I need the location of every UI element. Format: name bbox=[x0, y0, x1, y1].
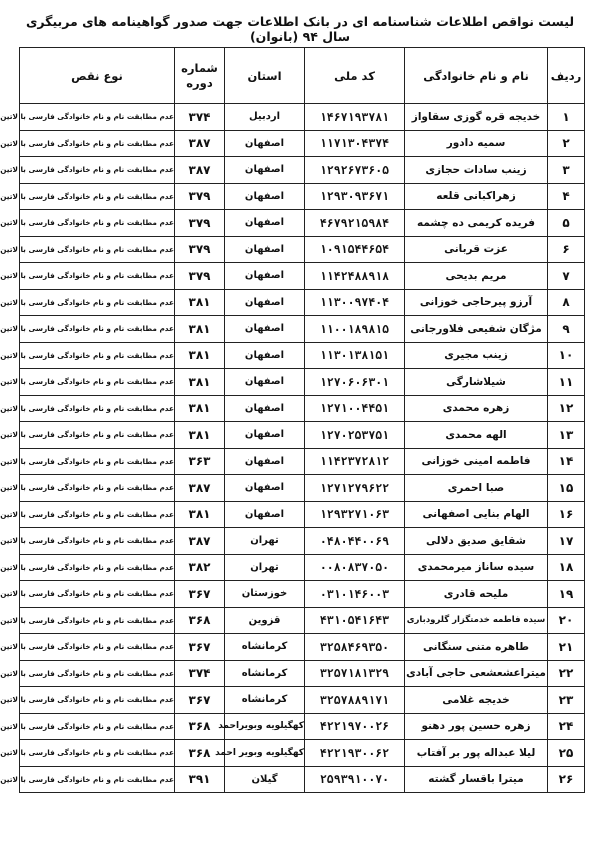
cell-period: ۳۷۹ bbox=[175, 210, 225, 237]
cell-name: ملیحه قادری bbox=[405, 581, 548, 608]
cell-period: ۳۷۹ bbox=[175, 263, 225, 290]
cell-defect: عدم مطابقت نام و نام خانوادگی فارسی با لاتین bbox=[20, 713, 175, 740]
cell-province: اصفهان bbox=[225, 210, 305, 237]
cell-name: سمیه دادور bbox=[405, 130, 548, 157]
cell-period: ۳۸۱ bbox=[175, 342, 225, 369]
header-national-id: کد ملی bbox=[305, 48, 405, 104]
cell-period: ۳۸۷ bbox=[175, 157, 225, 184]
cell-name: فریده کریمی ده چشمه bbox=[405, 210, 548, 237]
table-row bbox=[20, 236, 585, 263]
table-row bbox=[20, 740, 585, 767]
table-row bbox=[20, 528, 585, 555]
cell-index: ۲۶ bbox=[548, 766, 585, 793]
table-row bbox=[20, 634, 585, 661]
cell-province: اصفهان bbox=[225, 130, 305, 157]
table-row bbox=[20, 289, 585, 316]
cell-national-id: ۳۲۵۷۸۸۹۱۷۱ bbox=[305, 687, 405, 714]
cell-period: ۳۶۷ bbox=[175, 687, 225, 714]
header-index: ردیف bbox=[548, 48, 585, 104]
cell-national-id: ۱۱۴۲۳۷۲۸۱۲ bbox=[305, 448, 405, 475]
cell-defect: عدم مطابقت نام و نام خانوادگی فارسی با لاتین bbox=[20, 130, 175, 157]
cell-province: اصفهان bbox=[225, 236, 305, 263]
header-period-line2: دوره bbox=[186, 75, 213, 90]
table-row bbox=[20, 554, 585, 581]
cell-national-id: ۴۶۷۹۲۱۵۹۸۴ bbox=[305, 210, 405, 237]
cell-national-id: ۱۴۶۷۱۹۳۷۸۱ bbox=[305, 104, 405, 131]
cell-national-id: ۱۲۹۲۶۷۳۶۰۵ bbox=[305, 157, 405, 184]
cell-period: ۳۶۸ bbox=[175, 713, 225, 740]
cell-province: اصفهان bbox=[225, 395, 305, 422]
cell-name: زهره محمدی bbox=[405, 395, 548, 422]
cell-index: ۲۱ bbox=[548, 634, 585, 661]
cell-province: کرمانشاه bbox=[225, 660, 305, 687]
table-row bbox=[20, 263, 585, 290]
cell-period: ۳۸۷ bbox=[175, 528, 225, 555]
cell-province: تهران bbox=[225, 554, 305, 581]
table-row bbox=[20, 130, 585, 157]
cell-national-id: ۱۲۹۳۰۹۳۶۷۱ bbox=[305, 183, 405, 210]
cell-index: ۲۵ bbox=[548, 740, 585, 767]
cell-national-id: ۱۲۷۰۶۰۶۳۰۱ bbox=[305, 369, 405, 396]
cell-index: ۷ bbox=[548, 263, 585, 290]
cell-period: ۳۸۱ bbox=[175, 316, 225, 343]
cell-defect: عدم مطابقت نام و نام خانوادگی فارسی با لاتین bbox=[20, 263, 175, 290]
cell-period: ۳۸۱ bbox=[175, 395, 225, 422]
cell-defect: عدم مطابقت نام و نام خانوادگی فارسی با لاتین bbox=[20, 766, 175, 793]
cell-national-id: ۱۲۷۱۰۰۴۴۵۱ bbox=[305, 395, 405, 422]
cell-province: اصفهان bbox=[225, 501, 305, 528]
cell-province: اصفهان bbox=[225, 422, 305, 449]
table-row bbox=[20, 766, 585, 793]
header-defect: نوع نقص bbox=[20, 48, 175, 104]
cell-national-id: ۳۲۵۷۱۸۱۳۲۹ bbox=[305, 660, 405, 687]
cell-period: ۳۷۹ bbox=[175, 183, 225, 210]
cell-period: ۳۸۱ bbox=[175, 369, 225, 396]
cell-national-id: ۴۲۲۱۹۷۰۰۲۶ bbox=[305, 713, 405, 740]
cell-index: ۱۶ bbox=[548, 501, 585, 528]
cell-index: ۵ bbox=[548, 210, 585, 237]
cell-national-id: ۰۳۱۰۱۴۶۰۰۳ bbox=[305, 581, 405, 608]
cell-period: ۳۷۹ bbox=[175, 236, 225, 263]
cell-province: تهران bbox=[225, 528, 305, 555]
cell-province: گیلان bbox=[225, 766, 305, 793]
cell-defect: عدم مطابقت نام و نام خانوادگی فارسی با لاتین bbox=[20, 448, 175, 475]
table-row bbox=[20, 501, 585, 528]
cell-index: ۴ bbox=[548, 183, 585, 210]
cell-period: ۳۸۱ bbox=[175, 422, 225, 449]
cell-defect: عدم مطابقت نام و نام خانوادگی فارسی با لاتین bbox=[20, 687, 175, 714]
cell-defect: عدم مطابقت نام و نام خانوادگی فارسی با لاتین bbox=[20, 183, 175, 210]
cell-name: فاطمه امینی خوزانی bbox=[405, 448, 548, 475]
cell-province: خوزستان bbox=[225, 581, 305, 608]
header-name: نام و نام خانوادگی bbox=[405, 48, 548, 104]
cell-national-id: ۴۳۱۰۵۴۱۶۴۳ bbox=[305, 607, 405, 634]
cell-name: مژگان شفیعی فلاورجانی bbox=[405, 316, 548, 343]
cell-province: اصفهان bbox=[225, 448, 305, 475]
cell-defect: عدم مطابقت نام و نام خانوادگی فارسی با لاتین bbox=[20, 395, 175, 422]
cell-period: ۳۶۷ bbox=[175, 634, 225, 661]
cell-province: اردبیل bbox=[225, 104, 305, 131]
cell-province: اصفهان bbox=[225, 289, 305, 316]
cell-province: اصفهان bbox=[225, 316, 305, 343]
cell-national-id: ۲۵۹۳۹۱۰۰۷۰ bbox=[305, 766, 405, 793]
table-row bbox=[20, 475, 585, 502]
cell-province: اصفهان bbox=[225, 369, 305, 396]
cell-defect: عدم مطابقت نام و نام خانوادگی فارسی با لاتین bbox=[20, 104, 175, 131]
cell-national-id: ۱۲۷۰۲۵۳۷۵۱ bbox=[305, 422, 405, 449]
cell-defect: عدم مطابقت نام و نام خانوادگی فارسی با لاتین bbox=[20, 210, 175, 237]
cell-name: لیلا عبداله پور بر آفتاب bbox=[405, 740, 548, 767]
table-row bbox=[20, 342, 585, 369]
page-title: لیست نواقص اطلاعات شناسنامه ای در بانک اطلاعات جهت صدور گواهینامه های مربیگری سال ۹۴ (بانوان) bbox=[25, 14, 575, 44]
cell-name: میترا باقسار گشته bbox=[405, 766, 548, 793]
cell-period: ۳۸۲ bbox=[175, 554, 225, 581]
cell-index: ۲۳ bbox=[548, 687, 585, 714]
cell-name: خدیجه غلامی bbox=[405, 687, 548, 714]
cell-national-id: ۱۱۳۰۱۳۸۱۵۱ bbox=[305, 342, 405, 369]
cell-province: اصفهان bbox=[225, 475, 305, 502]
cell-defect: عدم مطابقت نام و نام خانوادگی فارسی با لاتین bbox=[20, 607, 175, 634]
cell-defect: عدم مطابقت نام و نام خانوادگی فارسی با لاتین bbox=[20, 581, 175, 608]
cell-name: سیده ساناز میرمحمدی bbox=[405, 554, 548, 581]
cell-index: ۱۷ bbox=[548, 528, 585, 555]
cell-period: ۳۸۷ bbox=[175, 475, 225, 502]
cell-defect: عدم مطابقت نام و نام خانوادگی فارسی با لاتین bbox=[20, 157, 175, 184]
cell-defect: عدم مطابقت نام و نام خانوادگی فارسی با لاتین bbox=[20, 475, 175, 502]
cell-national-id: ۱۱۷۱۳۰۴۳۷۴ bbox=[305, 130, 405, 157]
cell-defect: عدم مطابقت نام و نام خانوادگی فارسی با لاتین bbox=[20, 634, 175, 661]
table-row bbox=[20, 210, 585, 237]
cell-province: قزوین bbox=[225, 607, 305, 634]
cell-name: آرزو پیرحاجی خوزانی bbox=[405, 289, 548, 316]
cell-index: ۶ bbox=[548, 236, 585, 263]
table-header-row bbox=[20, 48, 585, 104]
cell-defect: عدم مطابقت نام و نام خانوادگی فارسی با لاتین bbox=[20, 554, 175, 581]
cell-defect: عدم مطابقت نام و نام خانوادگی فارسی با لاتین bbox=[20, 740, 175, 767]
defects-table bbox=[0, 47, 585, 793]
cell-name: زهره حسین پور دهنو bbox=[405, 713, 548, 740]
cell-name: طاهره متنی سنگانی bbox=[405, 634, 548, 661]
cell-name: الهام بنایی اصفهانی bbox=[405, 501, 548, 528]
table-row bbox=[20, 448, 585, 475]
table-row bbox=[20, 395, 585, 422]
cell-national-id: ۴۲۲۱۹۳۰۰۶۲ bbox=[305, 740, 405, 767]
cell-national-id: ۱۰۹۱۵۴۴۶۵۴ bbox=[305, 236, 405, 263]
cell-index: ۱۳ bbox=[548, 422, 585, 449]
cell-national-id: ۱۱۰۰۱۸۹۸۱۵ bbox=[305, 316, 405, 343]
table-row bbox=[20, 316, 585, 343]
table-row bbox=[20, 422, 585, 449]
cell-defect: عدم مطابقت نام و نام خانوادگی فارسی با لاتین bbox=[20, 660, 175, 687]
cell-period: ۳۹۱ bbox=[175, 766, 225, 793]
cell-defect: عدم مطابقت نام و نام خانوادگی فارسی با لاتین bbox=[20, 316, 175, 343]
cell-index: ۸ bbox=[548, 289, 585, 316]
cell-index: ۱۲ bbox=[548, 395, 585, 422]
table-row bbox=[20, 713, 585, 740]
cell-period: ۳۶۳ bbox=[175, 448, 225, 475]
table-row bbox=[20, 157, 585, 184]
cell-period: ۳۷۴ bbox=[175, 104, 225, 131]
cell-province: کرمانشاه bbox=[225, 687, 305, 714]
cell-index: ۲ bbox=[548, 130, 585, 157]
cell-national-id: ۳۲۵۸۴۶۹۳۵۰ bbox=[305, 634, 405, 661]
cell-name: خدیجه قره گوزی سقاواز bbox=[405, 104, 548, 131]
cell-national-id: ۱۱۳۰۰۹۷۴۰۴ bbox=[305, 289, 405, 316]
cell-name: زهراکبانی قلعه bbox=[405, 183, 548, 210]
cell-index: ۱۵ bbox=[548, 475, 585, 502]
cell-index: ۱۴ bbox=[548, 448, 585, 475]
cell-index: ۲۰ bbox=[548, 607, 585, 634]
cell-index: ۳ bbox=[548, 157, 585, 184]
cell-national-id: ۰۰۸۰۸۳۷۰۵۰ bbox=[305, 554, 405, 581]
cell-period: ۳۶۷ bbox=[175, 581, 225, 608]
cell-index: ۱۱ bbox=[548, 369, 585, 396]
cell-name: شقایق صدیق دلالی bbox=[405, 528, 548, 555]
cell-period: ۳۶۸ bbox=[175, 607, 225, 634]
cell-defect: عدم مطابقت نام و نام خانوادگی فارسی با لاتین bbox=[20, 369, 175, 396]
cell-province: اصفهان bbox=[225, 183, 305, 210]
cell-defect: عدم مطابقت نام و نام خانوادگی فارسی با لاتین bbox=[20, 528, 175, 555]
cell-province: کهگیلویه وبویراحمد bbox=[225, 713, 305, 740]
cell-defect: عدم مطابقت نام و نام خانوادگی فارسی با لاتین bbox=[20, 501, 175, 528]
cell-period: ۳۶۸ bbox=[175, 740, 225, 767]
table-row bbox=[20, 369, 585, 396]
cell-index: ۱ bbox=[548, 104, 585, 131]
cell-defect: عدم مطابقت نام و نام خانوادگی فارسی با لاتین bbox=[20, 422, 175, 449]
cell-name: عزت قربانی bbox=[405, 236, 548, 263]
table-row bbox=[20, 581, 585, 608]
cell-name: صبا احمری bbox=[405, 475, 548, 502]
header-province: استان bbox=[225, 48, 305, 104]
cell-name: میتراعشعشعی حاجی آبادی bbox=[405, 660, 548, 687]
cell-period: ۳۷۴ bbox=[175, 660, 225, 687]
cell-index: ۱۰ bbox=[548, 342, 585, 369]
cell-national-id: ۱۲۷۱۲۷۹۶۲۲ bbox=[305, 475, 405, 502]
table-row bbox=[20, 183, 585, 210]
cell-period: ۳۸۱ bbox=[175, 289, 225, 316]
cell-name: مریم بدیحی bbox=[405, 263, 548, 290]
cell-province: کهگیلویه وبویر احمد bbox=[225, 740, 305, 767]
cell-defect: عدم مطابقت نام و نام خانوادگی فارسی با لاتین bbox=[20, 342, 175, 369]
cell-province: اصفهان bbox=[225, 342, 305, 369]
cell-national-id: ۱۱۴۲۴۸۸۹۱۸ bbox=[305, 263, 405, 290]
cell-national-id: ۰۴۸۰۴۴۰۰۶۹ bbox=[305, 528, 405, 555]
cell-period: ۳۸۱ bbox=[175, 501, 225, 528]
header-period-line1: شماره bbox=[181, 60, 218, 75]
cell-index: ۹ bbox=[548, 316, 585, 343]
cell-defect: عدم مطابقت نام و نام خانوادگی فارسی با لاتین bbox=[20, 289, 175, 316]
cell-province: اصفهان bbox=[225, 263, 305, 290]
cell-province: کرمانشاه bbox=[225, 634, 305, 661]
cell-period: ۳۸۷ bbox=[175, 130, 225, 157]
table-row bbox=[20, 607, 585, 634]
cell-index: ۲۴ bbox=[548, 713, 585, 740]
table-row bbox=[20, 660, 585, 687]
cell-index: ۲۲ bbox=[548, 660, 585, 687]
cell-national-id: ۱۲۹۳۲۷۱۰۶۳ bbox=[305, 501, 405, 528]
cell-index: ۱۹ bbox=[548, 581, 585, 608]
header-period bbox=[175, 48, 225, 104]
cell-name: الهه محمدی bbox=[405, 422, 548, 449]
table-row bbox=[20, 104, 585, 131]
cell-defect: عدم مطابقت نام و نام خانوادگی فارسی با لاتین bbox=[20, 236, 175, 263]
cell-name: زینب سادات حجازی bbox=[405, 157, 548, 184]
table-row bbox=[20, 687, 585, 714]
cell-name: شیلاشارگی bbox=[405, 369, 548, 396]
cell-province: اصفهان bbox=[225, 157, 305, 184]
cell-name: زینب مجیری bbox=[405, 342, 548, 369]
cell-name: سیده فاطمه خدمتگزار گلرودباری bbox=[405, 607, 548, 634]
cell-index: ۱۸ bbox=[548, 554, 585, 581]
